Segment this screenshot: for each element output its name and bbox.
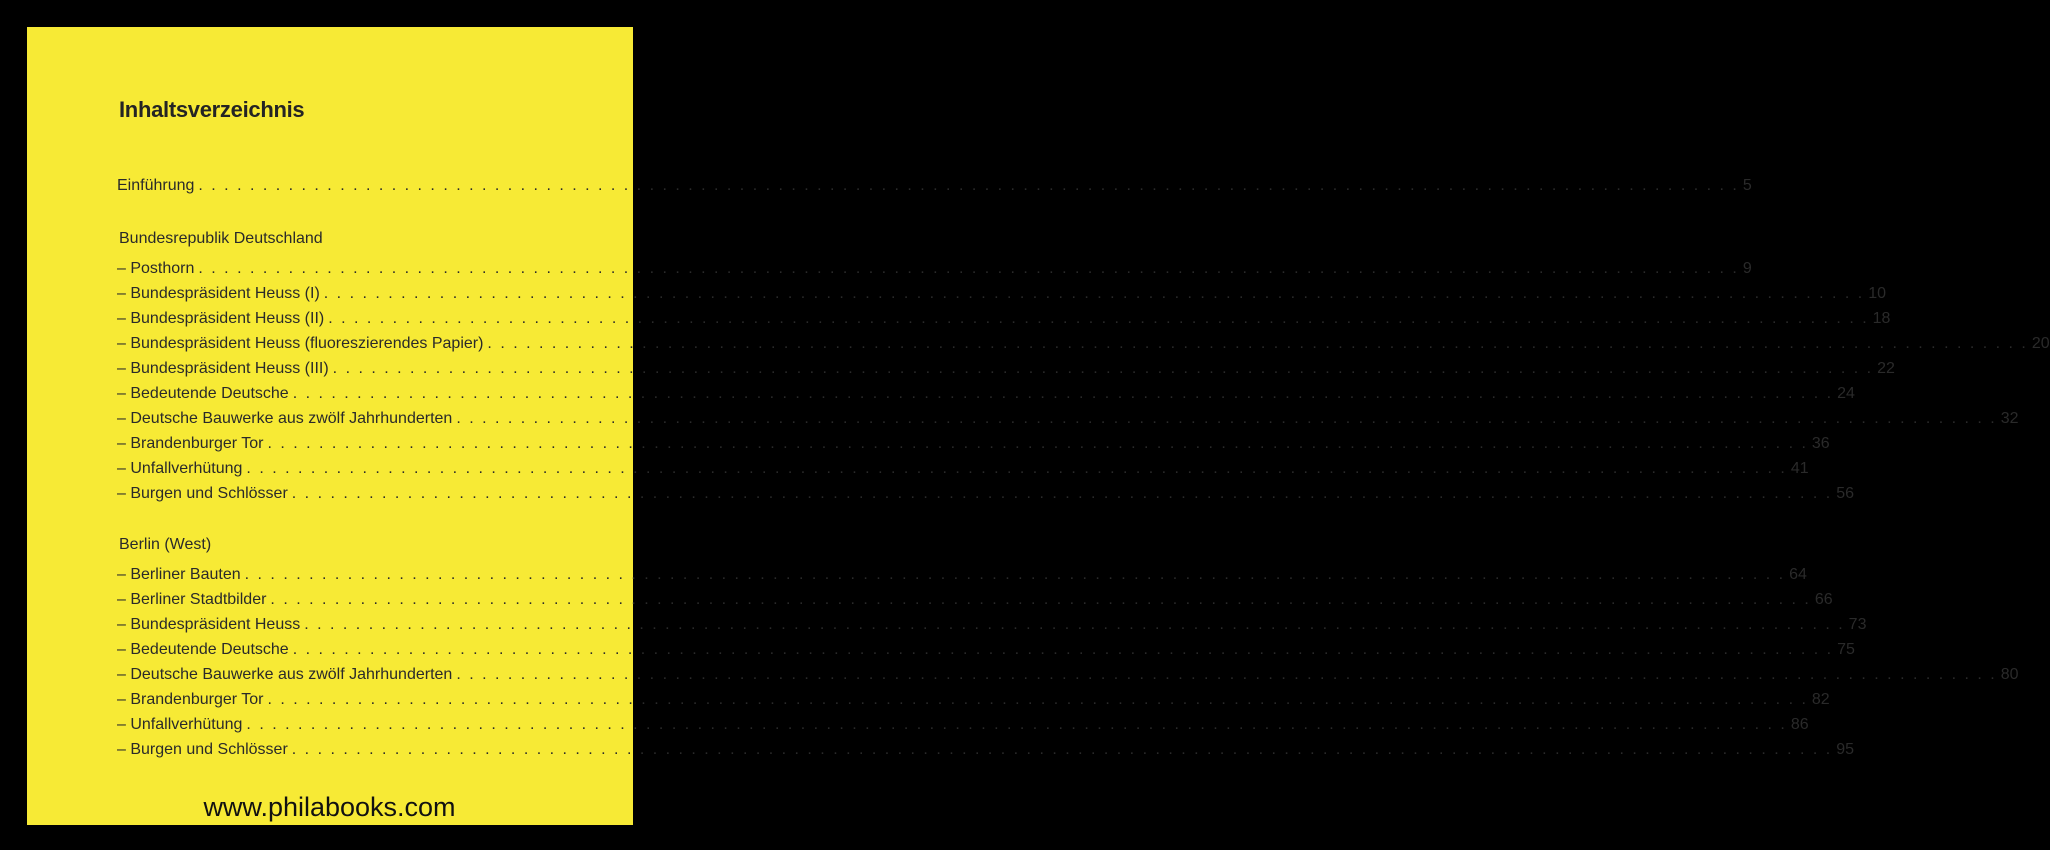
section-heading-brd: Bundesrepublik Deutschland [119, 230, 323, 247]
toc-page-number: 41 [1790, 460, 1809, 477]
toc-leader-dots: . . . . . . . . . . . . . . . . . . . . . . . . . . . . . . . . . . . . . . . . . . . . . . . . . . . . . . . . . . . . . . . . . . . . . . . . . . . . . . . . . . . . . . . . . . . . . . . . . . . . . . . . . . . . . . . . . . . . . . . . [456, 410, 1997, 427]
toc-page-number: 10 [1868, 285, 1887, 302]
toc-leader-dots: . . . . . . . . . . . . . . . . . . . . . . . . . . . . . . . . . . . . . . . . . . . . . . . . . . . . . . . . . . . . . . . . . . . . . . . . . . . . . . . . . . . . . . . . . . . . . . . . . . . . . . . . . . . . . . . . . . . . . . . . [304, 616, 1845, 633]
toc-label: – Bundespräsident Heuss (I) [117, 285, 320, 302]
toc-label: – Brandenburger Tor [117, 435, 264, 452]
toc-page-number: 66 [1814, 591, 1833, 608]
toc-label: – Burgen und Schlösser [117, 741, 288, 758]
toc-page-number: 82 [1811, 691, 1830, 708]
toc-label: – Bundespräsident Heuss (fluoreszierendes Papier) [117, 335, 484, 352]
toc-entry [117, 641, 1855, 663]
toc-entry [117, 285, 1887, 307]
toc-label: – Berliner Bauten [117, 566, 241, 583]
toc-page-number: 64 [1789, 566, 1807, 583]
toc-entry [117, 435, 1830, 457]
toc-label: – Unfallverhütung [117, 716, 243, 733]
toc-label: – Bundespräsident Heuss [117, 616, 301, 633]
toc-label: – Bundespräsident Heuss (III) [117, 360, 329, 377]
toc-entry [117, 616, 1867, 638]
toc-page-number: 36 [1811, 435, 1830, 452]
toc-page-number: 20 [2031, 335, 2050, 352]
document-page [27, 27, 2050, 825]
toc-leader-dots: . . . . . . . . . . . . . . . . . . . . . . . . . . . . . . . . . . . . . . . . . . . . . . . . . . . . . . . . . . . . . . . . . . . . . . . . . . . . . . . . . . . . . . . . . . . . . . . . . . . . . . . . . . . . . . . . . . . . . . . . [267, 691, 1808, 708]
toc-label: – Brandenburger Tor [117, 691, 264, 708]
toc-entry [117, 741, 1855, 763]
toc-entry [117, 716, 1809, 738]
section-heading-berlin: Berlin (West) [119, 536, 212, 553]
toc-page-number: 24 [1837, 385, 1855, 402]
toc-leader-dots: . . . . . . . . . . . . . . . . . . . . . . . . . . . . . . . . . . . . . . . . . . . . . . . . . . . . . . . . . . . . . . . . . . . . . . . . . . . . . . . . . . . . . . . . . . . . . . . . . . . . . . . . . . . . . . . . . . . . . . . . [246, 716, 1787, 733]
watermark-url: www.philabooks.com [203, 792, 456, 822]
toc-page-number: 18 [1872, 310, 1891, 327]
toc-leader-dots: . . . . . . . . . . . . . . . . . . . . . . . . . . . . . . . . . . . . . . . . . . . . . . . . . . . . . . . . . . . . . . . . . . . . . . . . . . . . . . . . . . . . . . . . . . . . . . . . . . . . . . . . . . . . . . . . . . . . . . . . [292, 385, 1834, 402]
toc-entry [117, 410, 2019, 432]
toc-page-number: 22 [1877, 360, 1895, 377]
toc-page-number: 5 [1742, 177, 1752, 194]
toc-entry [117, 691, 1830, 713]
toc-entry [117, 666, 2019, 688]
toc-leader-dots: . . . . . . . . . . . . . . . . . . . . . . . . . . . . . . . . . . . . . . . . . . . . . . . . . . . . . . . . . . . . . . . . . . . . . . . . . . . . . . . . . . . . . . . . . . . . . . . . . . . . . . . . . . . . . . . . . . . . . . . . [198, 260, 1739, 277]
toc-leader-dots: . . . . . . . . . . . . . . . . . . . . . . . . . . . . . . . . . . . . . . . . . . . . . . . . . . . . . . . . . . . . . . . . . . . . . . . . . . . . . . . . . . . . . . . . . . . . . . . . . . . . . . . . . . . . . . . . . . . . . . . . [291, 741, 1833, 758]
toc-entry [117, 591, 1833, 613]
toc-leader-dots: . . . . . . . . . . . . . . . . . . . . . . . . . . . . . . . . . . . . . . . . . . . . . . . . . . . . . . . . . . . . . . . . . . . . . . . . . . . . . . . . . . . . . . . . . . . . . . . . . . . . . . . . . . . . . . . . . . . . . . . . [198, 177, 1739, 194]
toc-leader-dots: . . . . . . . . . . . . . . . . . . . . . . . . . . . . . . . . . . . . . . . . . . . . . . . . . . . . . . . . . . . . . . . . . . . . . . . . . . . . . . . . . . . . . . . . . . . . . . . . . . . . . . . . . . . . . . . . . . . . . . . . [270, 591, 1811, 608]
toc-entry [117, 360, 1895, 382]
toc-leader-dots: . . . . . . . . . . . . . . . . . . . . . . . . . . . . . . . . . . . . . . . . . . . . . . . . . . . . . . . . . . . . . . . . . . . . . . . . . . . . . . . . . . . . . . . . . . . . . . . . . . . . . . . . . . . . . . . . . . . . . . . . [332, 360, 1874, 377]
toc-page-number: 75 [1837, 641, 1855, 658]
toc-label: – Bedeutende Deutsche [117, 385, 289, 402]
toc-entry [117, 385, 1855, 407]
toc-entry [117, 566, 1807, 588]
toc-page-number: 32 [2000, 410, 2019, 427]
toc-page-number: 56 [1836, 485, 1855, 502]
toc-entry [117, 460, 1809, 482]
toc-leader-dots: . . . . . . . . . . . . . . . . . . . . . . . . . . . . . . . . . . . . . . . . . . . . . . . . . . . . . . . . . . . . . . . . . . . . . . . . . . . . . . . . . . . . . . . . . . . . . . . . . . . . . . . . . . . . . . . . . . . . . . . . [328, 310, 1869, 327]
toc-leader-dots: . . . . . . . . . . . . . . . . . . . . . . . . . . . . . . . . . . . . . . . . . . . . . . . . . . . . . . . . . . . . . . . . . . . . . . . . . . . . . . . . . . . . . . . . . . . . . . . . . . . . . . . . . . . . . . . . . . . . . . . . [292, 641, 1834, 658]
toc-label: – Deutsche Bauwerke aus zwölf Jahrhunderten [117, 410, 453, 427]
toc-entry [117, 310, 1891, 332]
toc-leader-dots: . . . . . . . . . . . . . . . . . . . . . . . . . . . . . . . . . . . . . . . . . . . . . . . . . . . . . . . . . . . . . . . . . . . . . . . . . . . . . . . . . . . . . . . . . . . . . . . . . . . . . . . . . . . . . . . . . . . . . . . . [456, 666, 1997, 683]
toc-label: – Unfallverhütung [117, 460, 243, 477]
toc-leader-dots: . . . . . . . . . . . . . . . . . . . . . . . . . . . . . . . . . . . . . . . . . . . . . . . . . . . . . . . . . . . . . . . . . . . . . . . . . . . . . . . . . . . . . . . . . . . . . . . . . . . . . . . . . . . . . . . . . . . . . . . . [487, 335, 2028, 352]
toc-label: – Bundespräsident Heuss (II) [117, 310, 325, 327]
toc-label: – Burgen und Schlösser [117, 485, 288, 502]
page-title: Inhaltsverzeichnis [119, 97, 305, 122]
toc-label: – Bedeutende Deutsche [117, 641, 289, 658]
toc-entry-intro [117, 177, 1752, 199]
toc-leader-dots: . . . . . . . . . . . . . . . . . . . . . . . . . . . . . . . . . . . . . . . . . . . . . . . . . . . . . . . . . . . . . . . . . . . . . . . . . . . . . . . . . . . . . . . . . . . . . . . . . . . . . . . . . . . . . . . . . . . . . . . . [244, 566, 1786, 583]
toc-entry [117, 260, 1752, 282]
toc-page-number: 95 [1836, 741, 1855, 758]
toc-label: – Berliner Stadtbilder [117, 591, 267, 608]
toc-label: – Deutsche Bauwerke aus zwölf Jahrhunderten [117, 666, 453, 683]
toc-page-number: 80 [2000, 666, 2019, 683]
toc-label: Einführung [117, 177, 195, 194]
toc-entry [117, 485, 1855, 507]
toc-leader-dots: . . . . . . . . . . . . . . . . . . . . . . . . . . . . . . . . . . . . . . . . . . . . . . . . . . . . . . . . . . . . . . . . . . . . . . . . . . . . . . . . . . . . . . . . . . . . . . . . . . . . . . . . . . . . . . . . . . . . . . . . [323, 285, 1865, 302]
toc-page-number: 9 [1742, 260, 1752, 277]
toc-label: – Posthorn [117, 260, 195, 277]
toc-page-number: 73 [1848, 616, 1867, 633]
toc-leader-dots: . . . . . . . . . . . . . . . . . . . . . . . . . . . . . . . . . . . . . . . . . . . . . . . . . . . . . . . . . . . . . . . . . . . . . . . . . . . . . . . . . . . . . . . . . . . . . . . . . . . . . . . . . . . . . . . . . . . . . . . . [291, 485, 1833, 502]
toc-entry [117, 335, 2050, 357]
toc-leader-dots: . . . . . . . . . . . . . . . . . . . . . . . . . . . . . . . . . . . . . . . . . . . . . . . . . . . . . . . . . . . . . . . . . . . . . . . . . . . . . . . . . . . . . . . . . . . . . . . . . . . . . . . . . . . . . . . . . . . . . . . . [267, 435, 1808, 452]
toc-leader-dots: . . . . . . . . . . . . . . . . . . . . . . . . . . . . . . . . . . . . . . . . . . . . . . . . . . . . . . . . . . . . . . . . . . . . . . . . . . . . . . . . . . . . . . . . . . . . . . . . . . . . . . . . . . . . . . . . . . . . . . . . [246, 460, 1787, 477]
toc-page-number: 86 [1790, 716, 1809, 733]
